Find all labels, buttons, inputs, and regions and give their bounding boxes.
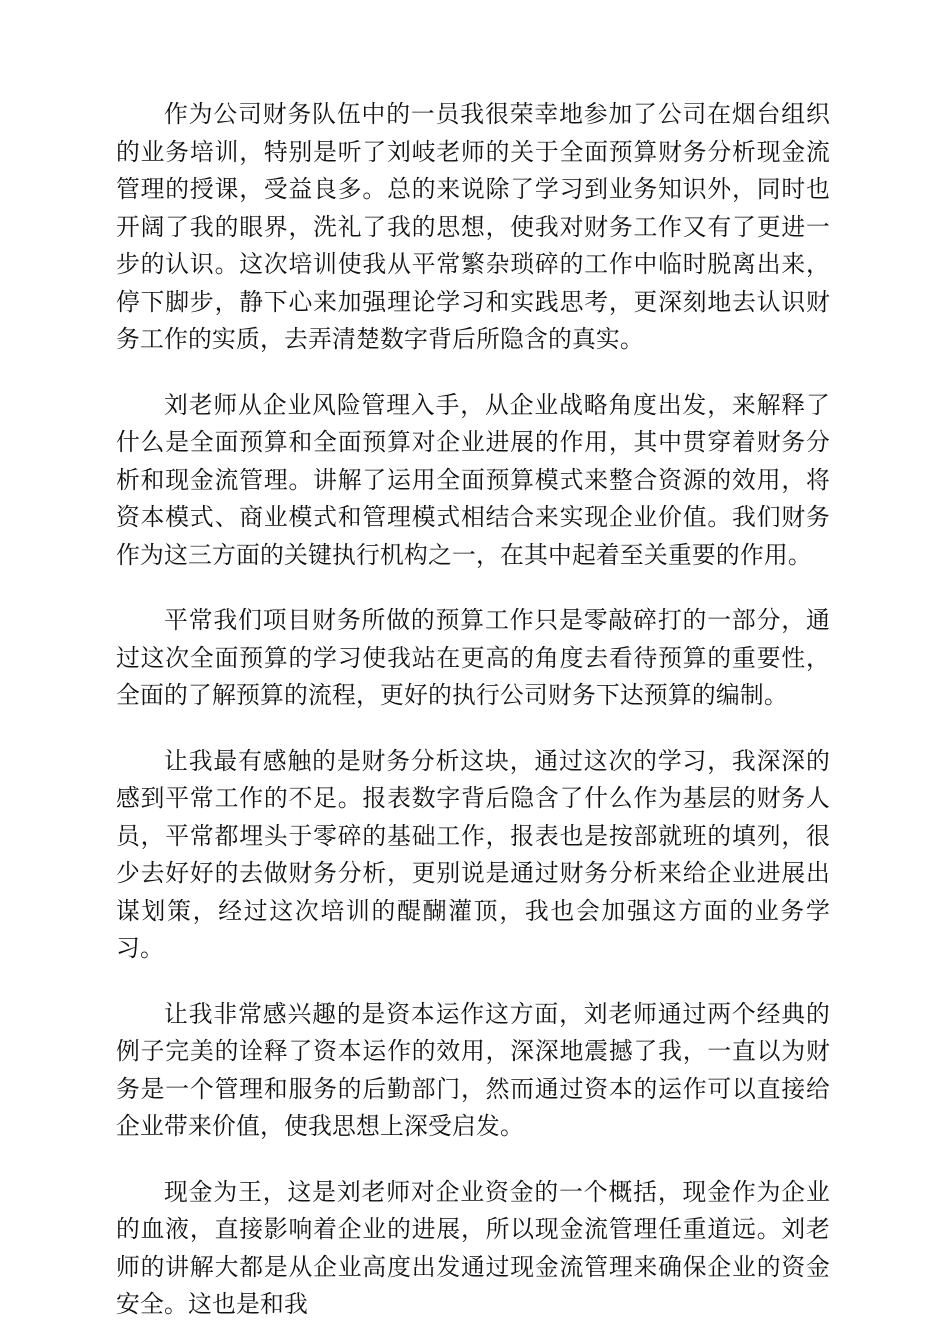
paragraph-5: 让我非常感兴趣的是资本运作这方面，刘老师通过两个经典的例子完美的诠释了资本运作的效用，深深地震撼了我，一直以为财务是一个管理和服务的后勤部门，然而通过资本的运作可以直接给企业带来价值，使我思想上深受启发。 [116, 999, 830, 1140]
document-page [116, 96, 830, 1324]
paragraph-1: 作为公司财务队伍中的一员我很荣幸地参加了公司在烟台组织的业务培训，特别是听了刘岐老师的关于全面预算财务分析现金流管理的授课，受益良多。总的来说除了学习到业务知识外，同时也开阔了我的眼界，洗礼了我的思想，使我对财务工作又有了更进一步的认识。这次培训使我从平常繁杂琐碎的工作中临时脱离出来，停下脚步，静下心来加强理论学习和实践思考，更深刻地去认识财务工作的实质，去弄清楚数字背后所隐含的真实。 [116, 100, 830, 353]
paragraph-6: 现金为王，这是刘老师对企业资金的一个概括，现金作为企业的血液，直接影响着企业的进展，所以现金流管理任重道远。刘老师的讲解大都是从企业高度出发通过现金流管理来确保企业的资金安全。这也是和我 [116, 1177, 830, 1318]
paragraph-2: 刘老师从企业风险管理入手，从企业战略角度出发，来解释了什么是全面预算和全面预算对企业进展的作用，其中贯穿着财务分析和现金流管理。讲解了运用全面预算模式来整合资源的效用，将资本模式、商业模式和管理模式相结合来实现企业价值。我们财务作为这三方面的关键执行机构之一，在其中起着至关重要的作用。 [116, 390, 830, 569]
paragraph-3: 平常我们项目财务所做的预算工作只是零敲碎打的一部分，通过这次全面预算的学习使我站在更高的角度去看待预算的重要性，全面的了解预算的流程，更好的执行公司财务下达预算的编制。 [116, 606, 830, 709]
paragraph-4: 让我最有感触的是财务分析这块，通过这次的学习，我深深的感到平常工作的不足。报表数字背后隐含了什么作为基层的财务人员，平常都埋头于零碎的基础工作，报表也是按部就班的填列，很少去好好的去做财务分析，更别说是通过财务分析来给企业进展出谋划策，经过这次培训的醍醐灌顶，我也会加强这方面的业务学习。 [116, 746, 830, 962]
